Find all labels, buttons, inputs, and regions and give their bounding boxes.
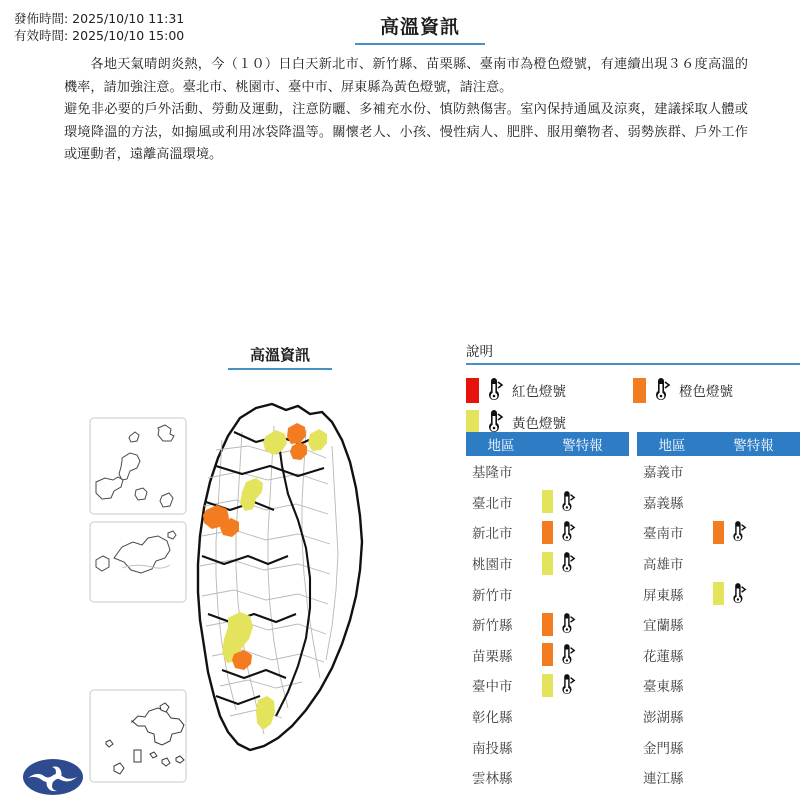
table-header-left [466,432,629,456]
swatch-yellow [713,582,724,605]
table-row [466,670,629,701]
advisory-paragraph-2: 避免非必要的戶外活動、勞動及運動，注意防曬、多補充水份、慎防熱傷害。室內保持通風及涼爽，建議採取人體或環境降溫的方法，如搧風或利用冰袋降溫等。關懷老人、小孩、慢性病人、肥胖、服用藥物者、弱勢族群、戶外工作或運動者，遠離高溫環境。 [64,102,748,162]
region-name: 苗栗縣 [472,648,513,665]
thermometer-icon [727,521,747,543]
table-row [466,731,629,762]
region-name: 桃園市 [472,557,513,574]
swatch-yellow [542,490,553,513]
table-row [466,456,629,487]
thermometer-icon [556,491,576,513]
region-name: 屏東縣 [643,587,684,604]
table-row [637,548,800,579]
table-row [466,548,629,579]
thermometer-icon [649,378,671,402]
table-row [637,640,800,671]
thermometer-icon [556,644,576,666]
region-name: 新竹市 [472,587,513,604]
region-name: 嘉義縣 [643,495,684,512]
region-name: 金門縣 [643,740,684,757]
region-name: 澎湖縣 [643,710,684,727]
warning-cell [536,490,629,513]
taiwan-main-island [198,404,362,750]
legend-title: 說明 [466,344,493,360]
region-name: 南投縣 [472,740,513,757]
table-row [637,609,800,640]
swatch-orange [542,521,553,544]
table-body-left [466,456,629,793]
advisory-body [64,54,748,167]
region-name: 嘉義市 [643,465,684,482]
warning-cell [707,521,800,544]
thermometer-icon [556,521,576,543]
header-timestamps [14,10,184,44]
table-row [637,578,800,609]
swatch-yellow [542,552,553,575]
swatch-orange [542,613,553,636]
region-name: 臺南市 [643,526,684,543]
table-row [466,517,629,548]
region-name: 彰化縣 [472,710,513,727]
warning-table-left [466,432,629,793]
taiwan-warning-map [10,370,450,805]
cwa-logo [22,757,84,797]
warning-cell [536,643,629,666]
region-name: 宜蘭縣 [643,618,684,635]
region-name: 高雄市 [643,557,684,574]
region-name: 連江縣 [643,771,684,788]
table-row [466,578,629,609]
map-panel [10,340,450,805]
table-row [466,640,629,671]
page-title: 高溫資訊 [355,12,485,45]
table-body-right [637,456,800,793]
table-row [637,517,800,548]
table-row [637,731,800,762]
legend-label-red: 紅色燈號 [512,384,566,400]
warning-cell [707,582,800,605]
swatch-orange [542,643,553,666]
region-name: 新北市 [472,526,513,543]
legend-item-orange [633,378,800,403]
region-name: 雲林縣 [472,771,513,788]
table-row [466,487,629,518]
region-name: 臺北市 [472,495,513,512]
table-row [637,762,800,793]
table-row [466,609,629,640]
thermometer-icon [482,410,504,434]
table-row [637,670,800,701]
legend-row [466,374,800,406]
legend-label-yellow: 黃色燈號 [512,416,566,432]
table-header-right [637,432,800,456]
table-row [637,456,800,487]
thermometer-icon [556,674,576,696]
swatch-yellow [466,410,479,435]
thermometer-icon [556,552,576,574]
thermometer-icon [727,583,747,605]
swatch-red [466,378,479,403]
region-name: 新竹縣 [472,618,513,635]
region-name: 基隆市 [472,465,513,482]
column-header-region: 地區 [487,438,515,454]
warning-cell [536,552,629,575]
warning-cell [536,613,629,636]
warning-cell [536,674,629,697]
legend-divider [466,363,800,365]
swatch-orange [633,378,646,403]
swatch-yellow [542,674,553,697]
table-row [466,762,629,793]
swatch-orange [713,521,724,544]
warning-cell [536,521,629,544]
map-title: 高溫資訊 [228,344,332,370]
table-row [637,701,800,732]
warning-tables [466,432,800,793]
table-row [637,487,800,518]
issue-time: 發佈時間: 2025/10/10 11:31 [14,11,185,26]
column-header-region: 地區 [658,438,686,454]
region-name: 臺東縣 [643,679,684,696]
legend-item-yellow [466,410,633,435]
advisory-paragraph-1: 各地天氣晴朗炎熱，今（１０）日白天新北市、新竹縣、苗栗縣、臺南市為橙色燈號，有連續出現３６度高溫的機率，請加強注意。臺北市、桃園市、臺中市、屏東縣為黃色燈號，請注意。 [64,57,748,95]
legend-panel [466,340,800,438]
table-row [466,701,629,732]
column-header-warning: 警特報 [562,438,603,454]
column-header-warning: 警特報 [733,438,774,454]
region-name: 花蓮縣 [643,648,684,665]
valid-time: 有效時間: 2025/10/10 15:00 [14,28,185,43]
legend-item-red [466,378,633,403]
thermometer-icon [556,613,576,635]
legend-label-orange: 橙色燈號 [679,384,733,400]
region-name: 臺中市 [472,679,513,696]
thermometer-icon [482,378,504,402]
warning-table-right [637,432,800,793]
